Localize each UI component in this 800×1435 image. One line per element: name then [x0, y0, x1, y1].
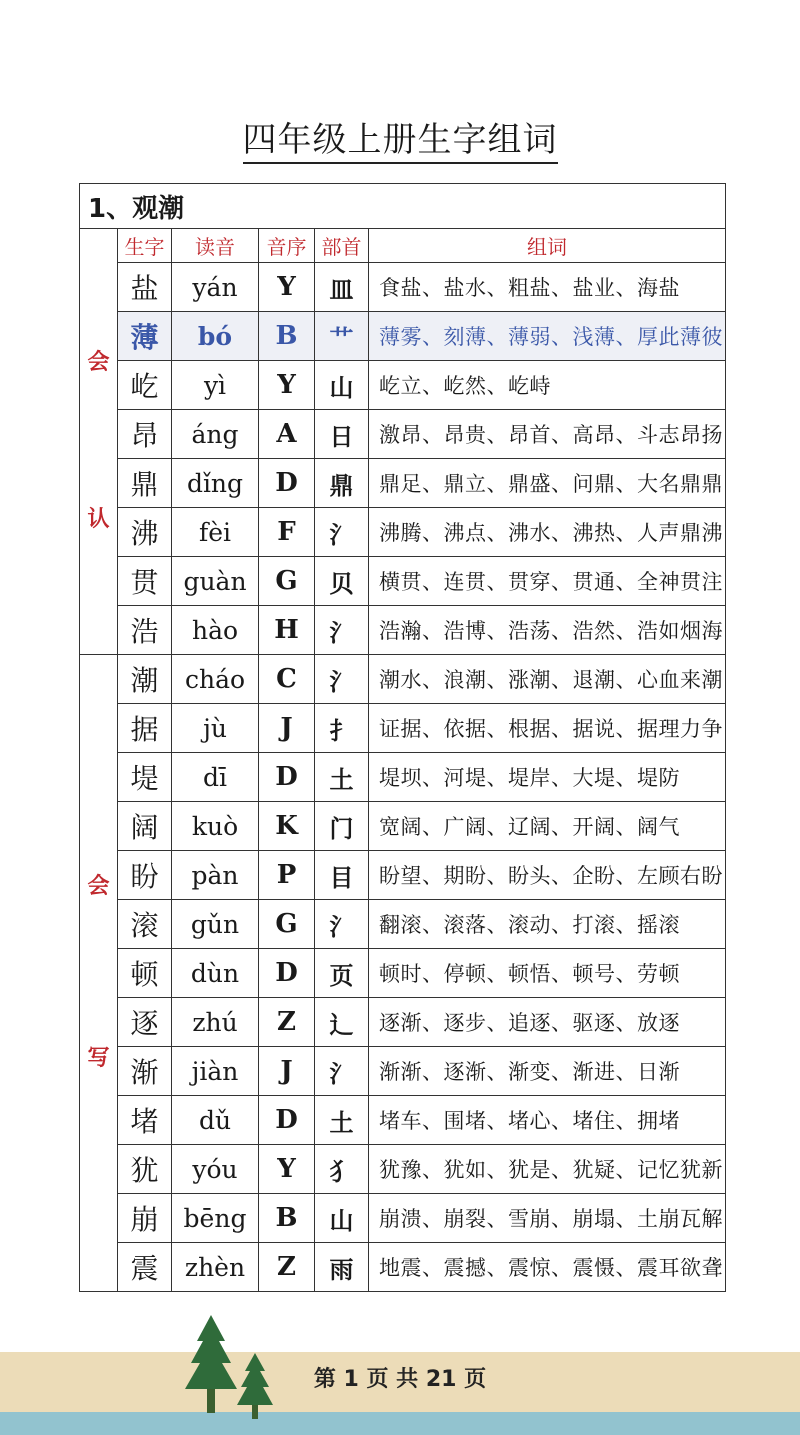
- radical-cell: 日: [315, 410, 369, 459]
- table-row: [80, 1047, 726, 1096]
- radical-cell: 氵: [315, 508, 369, 557]
- table-row: [80, 361, 726, 410]
- pinyin-cell: yán: [172, 263, 259, 312]
- category-write-char2: 写: [87, 1045, 110, 1071]
- category-recognize-char2: 认: [87, 506, 110, 532]
- char-cell: 薄: [118, 312, 172, 361]
- pinyin-cell: yóu: [172, 1145, 259, 1194]
- initial-cell: Z: [259, 998, 315, 1047]
- pinyin-cell: gǔn: [172, 900, 259, 949]
- radical-cell: 氵: [315, 1047, 369, 1096]
- table-row: [80, 557, 726, 606]
- pinyin-cell: yì: [172, 361, 259, 410]
- radical-cell: 目: [315, 851, 369, 900]
- header-char: 生字: [118, 229, 172, 263]
- table-row: [80, 1145, 726, 1194]
- header-radical: 部首: [315, 229, 369, 263]
- initial-cell: Z: [259, 1243, 315, 1292]
- words-cell: 堵车、围堵、堵心、堵住、拥堵: [369, 1096, 726, 1145]
- char-cell: 据: [118, 704, 172, 753]
- initial-cell: J: [259, 704, 315, 753]
- words-cell: 屹立、屹然、屹峙: [369, 361, 726, 410]
- char-cell: 盼: [118, 851, 172, 900]
- initial-cell: B: [259, 1194, 315, 1243]
- table-row: [80, 459, 726, 508]
- pinyin-cell: dī: [172, 753, 259, 802]
- lesson-row: [80, 184, 726, 229]
- words-cell: 潮水、浪潮、涨潮、退潮、心血来潮: [369, 655, 726, 704]
- initial-cell: P: [259, 851, 315, 900]
- initial-cell: D: [259, 1096, 315, 1145]
- char-cell: 顿: [118, 949, 172, 998]
- words-cell: 证据、依据、根据、据说、据理力争: [369, 704, 726, 753]
- initial-cell: D: [259, 459, 315, 508]
- radical-cell: 艹: [315, 312, 369, 361]
- header-pinyin: 读音: [172, 229, 259, 263]
- pinyin-cell: dùn: [172, 949, 259, 998]
- radical-cell: 鼎: [315, 459, 369, 508]
- table-row: [80, 312, 726, 361]
- table-row: [80, 704, 726, 753]
- table-row: [80, 851, 726, 900]
- table-row: [80, 508, 726, 557]
- pinyin-cell: pàn: [172, 851, 259, 900]
- char-cell: 堤: [118, 753, 172, 802]
- category-recognize: [80, 229, 118, 655]
- initial-cell: B: [259, 312, 315, 361]
- footer-water: [0, 1412, 800, 1435]
- words-cell: 犹豫、犹如、犹是、犹疑、记忆犹新: [369, 1145, 726, 1194]
- pinyin-cell: jù: [172, 704, 259, 753]
- radical-cell: 氵: [315, 655, 369, 704]
- radical-cell: 扌: [315, 704, 369, 753]
- char-cell: 渐: [118, 1047, 172, 1096]
- table-row: [80, 1243, 726, 1292]
- words-cell: 激昂、昂贵、昂首、高昂、斗志昂扬: [369, 410, 726, 459]
- radical-cell: 土: [315, 753, 369, 802]
- initial-cell: G: [259, 900, 315, 949]
- lesson-title: 1、观潮: [80, 184, 726, 229]
- char-cell: 潮: [118, 655, 172, 704]
- table-row: [80, 998, 726, 1047]
- char-cell: 崩: [118, 1194, 172, 1243]
- words-cell: 鼎足、鼎立、鼎盛、问鼎、大名鼎鼎: [369, 459, 726, 508]
- words-cell: 宽阔、广阔、辽阔、开阔、阔气: [369, 802, 726, 851]
- table-row: [80, 753, 726, 802]
- table-row: [80, 949, 726, 998]
- words-cell: 翻滚、滚落、滚动、打滚、摇滚: [369, 900, 726, 949]
- pinyin-cell: jiàn: [172, 1047, 259, 1096]
- words-cell: 食盐、盐水、粗盐、盐业、海盐: [369, 263, 726, 312]
- char-cell: 震: [118, 1243, 172, 1292]
- radical-cell: 土: [315, 1096, 369, 1145]
- char-cell: 屹: [118, 361, 172, 410]
- char-cell: 滚: [118, 900, 172, 949]
- vocab-table-wrap: [79, 183, 725, 1292]
- char-cell: 沸: [118, 508, 172, 557]
- initial-cell: Y: [259, 361, 315, 410]
- table-row: [80, 1194, 726, 1243]
- char-cell: 犹: [118, 1145, 172, 1194]
- pinyin-cell: áng: [172, 410, 259, 459]
- words-cell: 地震、震撼、震惊、震慑、震耳欲聋: [369, 1243, 726, 1292]
- table-row: [80, 900, 726, 949]
- words-cell: 沸腾、沸点、沸水、沸热、人声鼎沸: [369, 508, 726, 557]
- initial-cell: G: [259, 557, 315, 606]
- words-cell: 堤坝、河堤、堤岸、大堤、堤防: [369, 753, 726, 802]
- char-cell: 逐: [118, 998, 172, 1047]
- radical-cell: 雨: [315, 1243, 369, 1292]
- radical-cell: 氵: [315, 606, 369, 655]
- header-words: 组词: [369, 229, 726, 263]
- pinyin-cell: dǔ: [172, 1096, 259, 1145]
- initial-cell: D: [259, 949, 315, 998]
- category-recognize-char1: 会: [87, 350, 110, 376]
- radical-cell: 皿: [315, 263, 369, 312]
- words-cell: 崩溃、崩裂、雪崩、崩塌、土崩瓦解: [369, 1194, 726, 1243]
- category-write-char1: 会: [87, 874, 110, 900]
- radical-cell: 氵: [315, 900, 369, 949]
- words-cell: 浩瀚、浩博、浩荡、浩然、浩如烟海: [369, 606, 726, 655]
- initial-cell: H: [259, 606, 315, 655]
- pinyin-cell: zhú: [172, 998, 259, 1047]
- radical-cell: 门: [315, 802, 369, 851]
- initial-cell: C: [259, 655, 315, 704]
- radical-cell: 贝: [315, 557, 369, 606]
- initial-cell: Y: [259, 1145, 315, 1194]
- pinyin-cell: zhèn: [172, 1243, 259, 1292]
- char-cell: 阔: [118, 802, 172, 851]
- table-row: [80, 410, 726, 459]
- header-row: [80, 229, 726, 263]
- pinyin-cell: dǐng: [172, 459, 259, 508]
- table-row: [80, 802, 726, 851]
- category-write: [80, 655, 118, 1292]
- words-cell: 顿时、停顿、顿悟、顿号、劳顿: [369, 949, 726, 998]
- table-row: [80, 606, 726, 655]
- words-cell: 横贯、连贯、贯穿、贯通、全神贯注: [369, 557, 726, 606]
- table-row: [80, 655, 726, 704]
- words-cell: 盼望、期盼、盼头、企盼、左顾右盼: [369, 851, 726, 900]
- initial-cell: F: [259, 508, 315, 557]
- vocab-table: [79, 183, 726, 1292]
- radical-cell: 犭: [315, 1145, 369, 1194]
- char-cell: 堵: [118, 1096, 172, 1145]
- table-row: [80, 1096, 726, 1145]
- words-cell: 渐渐、逐渐、渐变、渐进、日渐: [369, 1047, 726, 1096]
- page-title: 四年级上册生字组词: [243, 120, 558, 164]
- radical-cell: 山: [315, 361, 369, 410]
- words-cell: 逐渐、逐步、追逐、驱逐、放逐: [369, 998, 726, 1047]
- initial-cell: A: [259, 410, 315, 459]
- pinyin-cell: guàn: [172, 557, 259, 606]
- char-cell: 浩: [118, 606, 172, 655]
- initial-cell: K: [259, 802, 315, 851]
- char-cell: 鼎: [118, 459, 172, 508]
- radical-cell: 页: [315, 949, 369, 998]
- pinyin-cell: cháo: [172, 655, 259, 704]
- pinyin-cell: bēng: [172, 1194, 259, 1243]
- initial-cell: D: [259, 753, 315, 802]
- char-cell: 昂: [118, 410, 172, 459]
- initial-cell: J: [259, 1047, 315, 1096]
- pinyin-cell: bó: [172, 312, 259, 361]
- pinyin-cell: kuò: [172, 802, 259, 851]
- pinyin-cell: fèi: [172, 508, 259, 557]
- page-number: 第 1 页 共 21 页: [313, 1367, 487, 1392]
- initial-cell: Y: [259, 263, 315, 312]
- radical-cell: 辶: [315, 998, 369, 1047]
- radical-cell: 山: [315, 1194, 369, 1243]
- char-cell: 盐: [118, 263, 172, 312]
- page-title-wrap: [0, 112, 800, 161]
- header-initial: 音序: [259, 229, 315, 263]
- pinyin-cell: hào: [172, 606, 259, 655]
- char-cell: 贯: [118, 557, 172, 606]
- words-cell: 薄雾、刻薄、薄弱、浅薄、厚此薄彼: [369, 312, 726, 361]
- table-row: [80, 263, 726, 312]
